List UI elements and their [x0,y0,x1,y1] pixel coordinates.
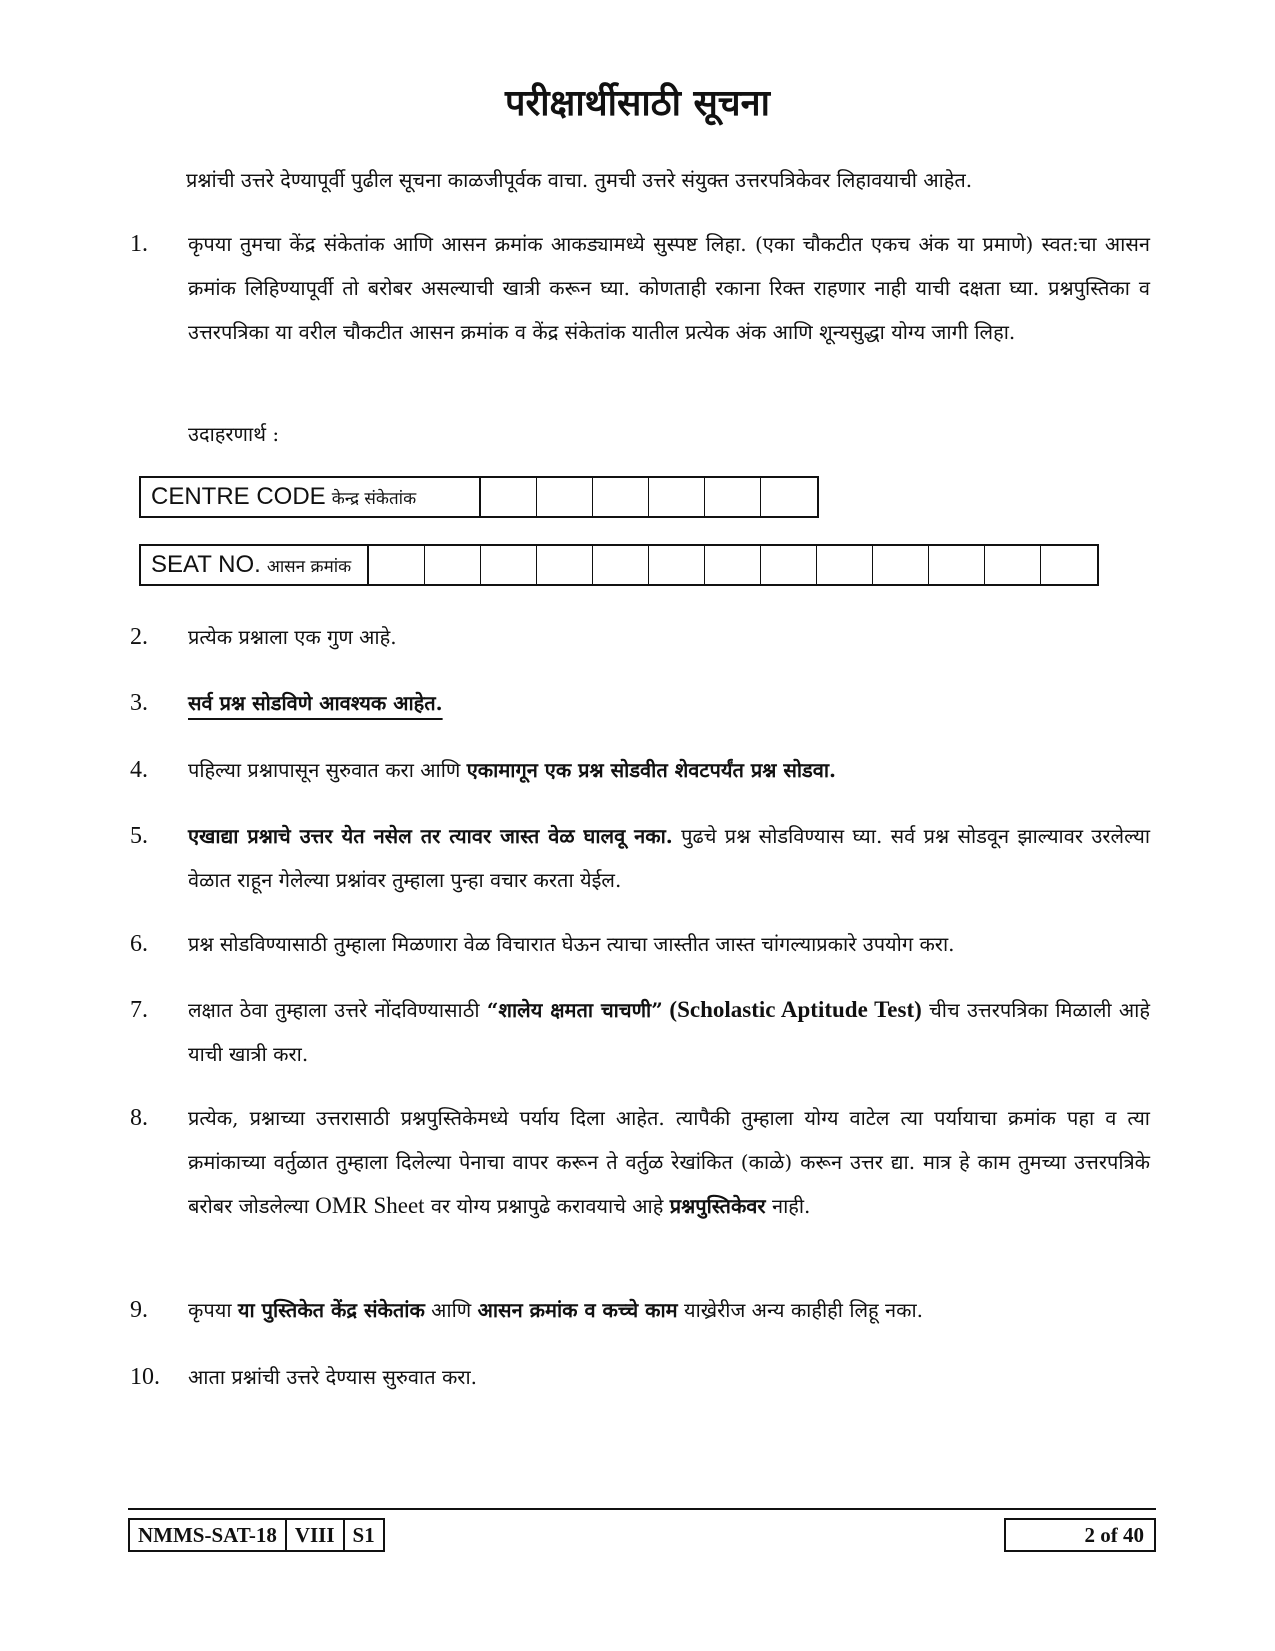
seat-no-digit-cell[interactable] [1041,546,1097,584]
instruction-6 [130,922,1150,966]
instruction-1 [130,222,1150,354]
centre-code-label-en: CENTRE CODE [151,483,326,510]
instruction-text-bold: एकामागून एक प्रश्न सोडवीत शेवटपर्यंत प्रश्न सोडवा. [466,758,836,782]
seat-no-digit-cell[interactable] [649,546,705,584]
instruction-10 [130,1355,1150,1399]
instruction-text: याख्रेरीज अन्य काहीही लिहू नका. [677,1298,924,1322]
instruction-number: 9. [130,1297,148,1323]
centre-code-cells [481,478,817,516]
instruction-text-bold: आसन क्रमांक व कच्चे काम [477,1298,678,1322]
seat-no-digit-cell[interactable] [369,546,425,584]
seat-no-label-en: SEAT NO. [151,551,261,578]
centre-code-digit-cell[interactable] [593,478,649,516]
footer-page-number: 2 of 40 [1004,1518,1156,1552]
instruction-text: सर्व प्रश्न सोडविणे आवश्यक आहेत. [188,691,443,715]
instruction-number: 8. [130,1105,148,1131]
instruction-3 [130,681,1150,725]
footer-standard: VIII [287,1520,345,1550]
instruction-text: पहिल्या प्रश्नापासून सुरुवात करा आणि [188,758,467,782]
footer-set: S1 [352,1522,375,1547]
instruction-text-bold: एखाद्या प्रश्नाचे उत्तर येत नसेल तर त्यावर जास्त वेळ घालवू नका. [188,824,673,848]
instruction-7 [130,988,1150,1076]
seat-no-digit-cell[interactable] [929,546,985,584]
centre-code-digit-cell[interactable] [649,478,705,516]
instruction-text: कृपया [188,1298,238,1322]
instruction-text-bold-en: (Scholastic Aptitude Test) [662,997,922,1022]
seat-no-digit-cell[interactable] [761,546,817,584]
instruction-text: आता प्रश्नांची उत्तरे देण्यास सुरुवात करा. [188,1365,478,1389]
seat-no-digit-cell[interactable] [705,546,761,584]
instruction-text-bold: या पुस्तिकेत केंद्र संकेतांक [237,1298,425,1322]
instruction-9 [130,1288,1150,1332]
instruction-number: 1. [130,231,148,257]
instruction-8 [130,1096,1150,1228]
page-title: परीक्षार्थीसाठी सूचना [505,82,770,124]
instruction-text: चीच उत्तरपत्रिका मिळाली आहे याची खात्री करा. [188,998,1150,1066]
instruction-text: प्रश्न सोडविण्यासाठी तुम्हाला मिळणारा वेळ विचारात घेऊन त्याचा जास्तीत जास्त चांगल्याप्रकारे उपयोग करा. [188,932,955,956]
seat-no-label [141,546,369,584]
footer-divider [128,1508,1156,1510]
instruction-number: 7. [130,997,148,1023]
instruction-text: पुढचे प्रश्न सोडविण्यास घ्या. सर्व प्रश्न सोडवून झाल्यावर उरलेल्या वेळात राहून गेलेल्या प्रश्नांवर तुम्हाला पुन्हा वचार करता येईल. [188,824,1150,892]
instruction-number: 6. [130,931,148,957]
seat-no-digit-cell[interactable] [425,546,481,584]
centre-code-digit-cell[interactable] [705,478,761,516]
instruction-5 [130,814,1150,902]
centre-code-box [139,476,819,518]
instruction-text: कृपया तुमचा केंद्र संकेतांक आणि आसन क्रमांक आकड्यामध्ये सुस्पष्ट लिहा. (एका चौकटीत एकच अंक या प्रमाणे) स्वत:चा आसन क्रमांक लिहिण्यापूर्वी तो बरोबर असल्याची खात्री करून घ्या. कोणताही रकाना रिक्त राहणार नाही याची दक्षता घ्या. प्रश्नपुस्तिका व उत्तरपत्रिका या वरील चौकटीत आसन क्रमांक व केंद्र संकेतांक यातील प्रत्येक अंक आणि शून्यसुद्धा योग्य जागी लिहा. [188,232,1150,344]
instruction-number: 10. [130,1364,160,1390]
seat-no-box [139,544,1099,586]
instruction-text: आणि [424,1298,478,1322]
centre-code-digit-cell[interactable] [537,478,593,516]
instruction-text: प्रत्येक प्रश्नाला एक गुण आहे. [188,625,397,649]
instruction-number: 2. [130,624,148,650]
seat-no-digit-cell[interactable] [481,546,537,584]
intro-text: प्रश्नांची उत्तरे देण्यापूर्वी पुढील सूचना काळजीपूर्वक वाचा. तुमची उत्तरे संयुक्त उत्तरपत्रिकेवर लिहावयाची आहेत. [186,168,973,192]
instruction-number: 5. [130,823,148,849]
instruction-number: 3. [130,690,148,716]
centre-code-digit-cell[interactable] [481,478,537,516]
instruction-text-bold: “शालेय क्षमता चाचणी” [486,998,663,1022]
instruction-text-bold: प्रश्नपुस्तिकेवर [669,1194,766,1218]
centre-code-label-mr: केन्द्र संकेतांक [331,488,417,509]
instruction-text: वर योग्य प्रश्नापुढे करावयाचे आहे [424,1194,670,1218]
instruction-text-en: OMR Sheet [315,1193,425,1218]
seat-no-digit-cell[interactable] [593,546,649,584]
seat-no-digit-cell[interactable] [817,546,873,584]
example-label: उदाहरणार्थ : [188,422,280,446]
instruction-number: 4. [130,757,148,783]
instruction-4 [130,748,1150,792]
footer-exam-code: NMMS-SAT-18 [130,1520,287,1550]
instruction-text: नाही. [765,1194,811,1218]
seat-no-label-mr: आसन क्रमांक [266,556,352,577]
instruction-2 [130,615,1150,659]
seat-no-digit-cell[interactable] [985,546,1041,584]
seat-no-digit-cell[interactable] [873,546,929,584]
centre-code-digit-cell[interactable] [761,478,817,516]
instruction-text: प्रत्येक, प्रश्नाच्या उत्तरासाठी प्रश्नपुस्तिकेमध्ये पर्याय दिला आहेत. त्यापैकी तुम्हाला योग्य वाटेल त्या पर्यायाचा क्रमांक पहा व त्या क्रमांकाच्या वर्तुळात तुम्हाला दिलेल्या पेनाचा वापर करून ते वर्तुळ रेखांकित (काळे) करून उत्तर द्या. मात्र हे काम तुमच्या उत्तरपत्रिके बरोबर जोडलेल्या [188,1106,1150,1218]
seat-no-digit-cell[interactable] [537,546,593,584]
footer-paper-code [128,1518,385,1552]
centre-code-label [141,478,481,516]
instruction-text: लक्षात ठेवा तुम्हाला उत्तरे नोंदविण्यासाठी [188,998,487,1022]
seat-no-cells [369,546,1097,584]
